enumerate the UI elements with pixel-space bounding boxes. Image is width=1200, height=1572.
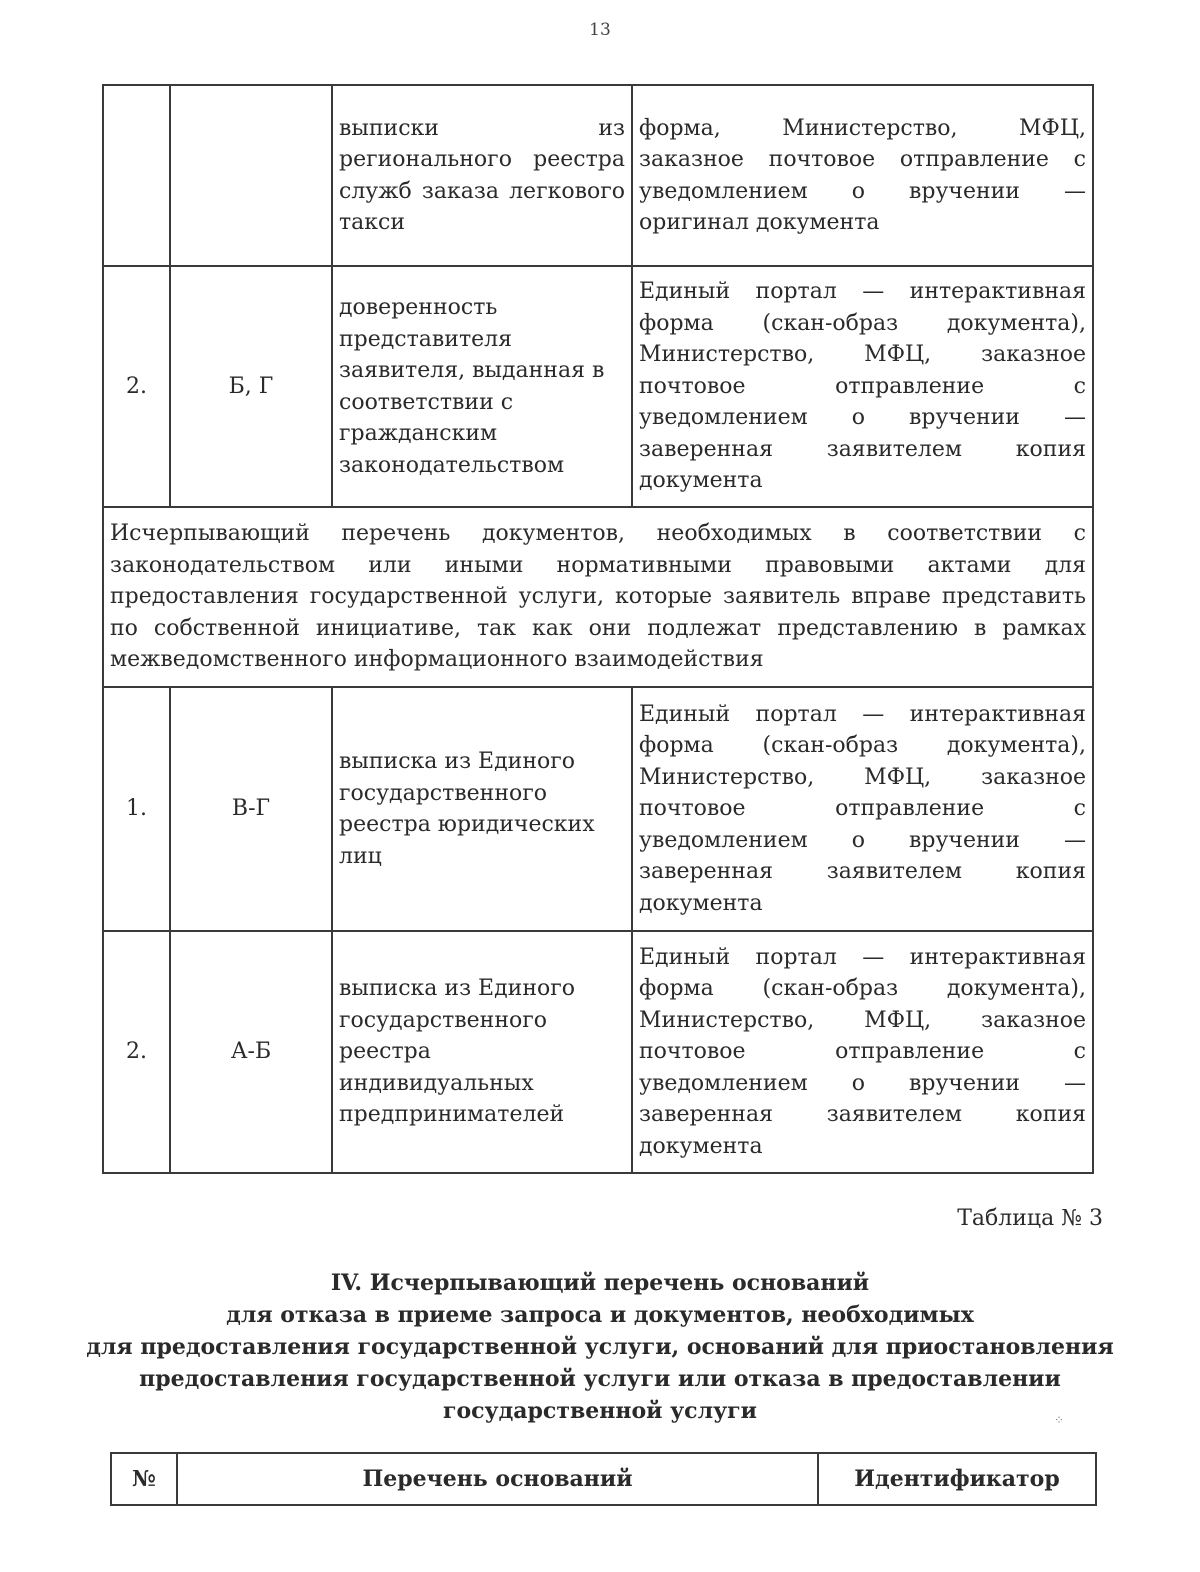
section-title — [0, 1267, 1200, 1427]
table3-header — [110, 1452, 1097, 1506]
page-number: 13 — [589, 20, 611, 40]
section-heading: Исчерпывающий перечень документов, необходимых в соответствии с законодательством или иными нормативными правовыми актами для предоставления государственной услуги, которые заявитель вправе представить по собственной инициативе, так как они подлежат представлению в рамках межведомственного информационного взаимодействия — [103, 507, 1093, 687]
section-title-line: государственной услуги — [443, 1398, 757, 1424]
applicant-code: Б, Г — [170, 266, 332, 507]
document-name: выписки из регионального реестра служб заказа легкового такси — [332, 85, 632, 266]
section-title-line: для отказа в приеме запроса и документов, необходимых — [226, 1302, 974, 1328]
submission-method: Единый портал — интерактивная форма (скан-образ документа), Министерство, МФЦ, заказное почтовое отправление с уведомлением о вручении — заверенная заявителем копия документа — [632, 266, 1093, 507]
table-row — [103, 931, 1093, 1173]
submission-method: форма, Министерство, МФЦ, заказное почтовое отправление с уведомлением о вручении — оригинал документа — [632, 85, 1093, 266]
header-cell-identifier: Идентификатор — [818, 1453, 1096, 1505]
section-title-line: предоставления государственной услуги или отказа в предоставлении — [139, 1366, 1061, 1392]
applicant-code: В-Г — [170, 687, 332, 931]
scan-speck: ⁘ — [1054, 1413, 1065, 1427]
submission-method: Единый портал — интерактивная форма (скан-образ документа), Министерство, МФЦ, заказное почтовое отправление с уведомлением о вручении — заверенная заявителем копия документа — [632, 931, 1093, 1173]
document-name: выписка из Единого государственного реестра юридических лиц — [332, 687, 632, 931]
table-row — [103, 687, 1093, 931]
document-name: доверенность представителя заявителя, выданная в соответствии с гражданским законодательством — [332, 266, 632, 507]
document-name: выписка из Единого государственного реестра индивидуальных предпринимателей — [332, 931, 632, 1173]
header-cell-number: № — [111, 1453, 177, 1505]
header-cell-grounds: Перечень оснований — [177, 1453, 818, 1505]
submission-method: Единый портал — интерактивная форма (скан-образ документа), Министерство, МФЦ, заказное почтовое отправление с уведомлением о вручении — заверенная заявителем копия документа — [632, 687, 1093, 931]
applicant-code: А-Б — [170, 931, 332, 1173]
documents-table — [102, 84, 1094, 1174]
table-row — [103, 266, 1093, 507]
section-title-line: IV. Исчерпывающий перечень оснований — [330, 1270, 870, 1296]
table-header-row — [111, 1453, 1096, 1505]
row-number — [103, 85, 170, 266]
row-number: 2. — [103, 266, 170, 507]
applicant-code — [170, 85, 332, 266]
table-section-heading-row — [103, 507, 1093, 687]
row-number: 2. — [103, 931, 170, 1173]
section-title-line: для предоставления государственной услуги, оснований для приостановления — [86, 1334, 1114, 1360]
row-number: 1. — [103, 687, 170, 931]
table-label: Таблица № 3 — [957, 1206, 1103, 1231]
table-row — [103, 85, 1093, 266]
